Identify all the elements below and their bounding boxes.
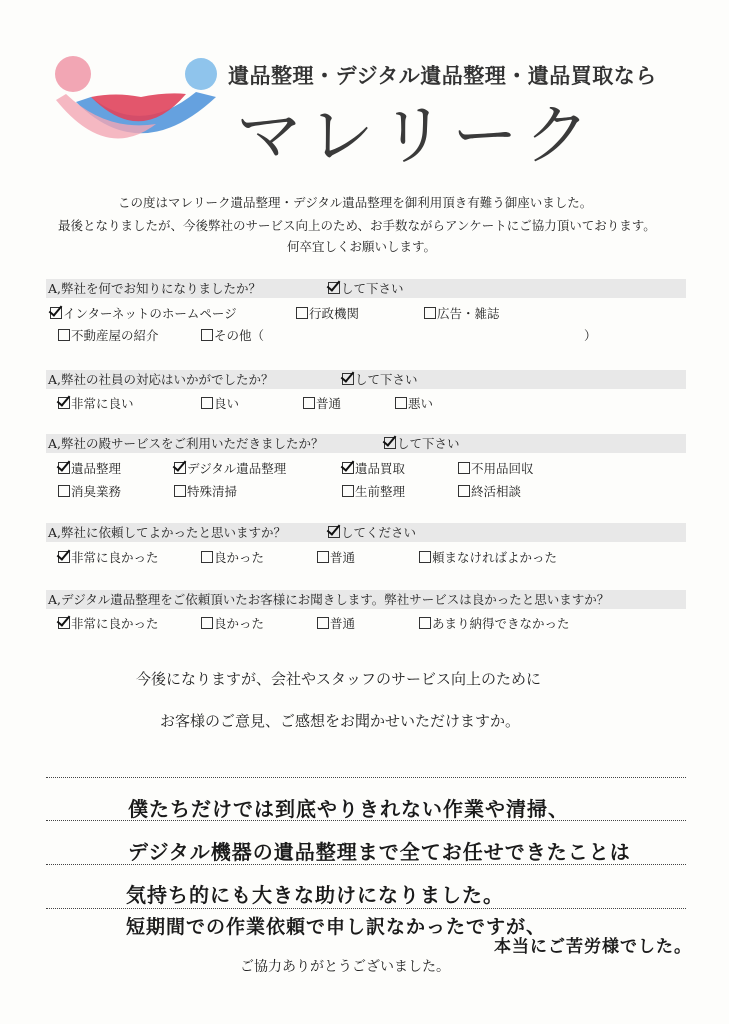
q1-option-realestate[interactable]: 不動産屋の紹介 bbox=[58, 326, 159, 344]
logo-blue-dot bbox=[185, 58, 217, 90]
comment-line-4 bbox=[46, 908, 686, 909]
q3-option-junk-removal[interactable]: 不用品回収 bbox=[458, 459, 534, 477]
closing-line-1: 今後になりますが、会社やスタッフのサービス向上のために bbox=[136, 670, 542, 688]
q1-option-other[interactable]: その他（ bbox=[201, 326, 264, 344]
question-1-header bbox=[46, 279, 686, 298]
brand-name: マレリーク bbox=[236, 97, 596, 174]
handwritten-line-3: 気持ち的にも大きな助けになりました。 bbox=[126, 883, 504, 907]
checkbox-icon[interactable] bbox=[174, 462, 186, 474]
q2-option-normal[interactable]: 普通 bbox=[303, 394, 341, 412]
question-3-text: A,弊社の殿サービスをご利用いただきましたか？ bbox=[48, 436, 324, 451]
checkbox-icon[interactable] bbox=[201, 397, 213, 409]
q1-option-advertising[interactable]: 広告・雑誌 bbox=[424, 304, 500, 322]
checkbox-icon bbox=[384, 437, 396, 449]
q5-option-good[interactable]: 良かった bbox=[201, 614, 264, 632]
checkbox-icon[interactable] bbox=[201, 329, 213, 341]
checkbox-icon[interactable] bbox=[303, 397, 315, 409]
q4-option-normal[interactable]: 普通 bbox=[317, 548, 355, 566]
checkbox-icon[interactable] bbox=[296, 307, 308, 319]
q3-option-estate-clearance[interactable]: 遺品整理 bbox=[58, 459, 121, 477]
checkbox-icon[interactable] bbox=[342, 485, 354, 497]
checkbox-icon[interactable] bbox=[317, 551, 329, 563]
q3-option-special-cleaning[interactable]: 特殊清掃 bbox=[174, 482, 237, 500]
checkbox-icon[interactable] bbox=[58, 329, 70, 341]
q2-option-very-good[interactable]: 非常に良い bbox=[58, 394, 134, 412]
intro-line-3: 何卒宜しくお願いします。 bbox=[287, 239, 437, 254]
checkbox-icon[interactable] bbox=[201, 617, 213, 629]
question-3-header bbox=[46, 434, 686, 453]
q1-option-government[interactable]: 行政機関 bbox=[296, 304, 359, 322]
q5-option-very-good[interactable]: 非常に良かった bbox=[58, 614, 159, 632]
checkbox-icon[interactable] bbox=[342, 462, 354, 474]
q5-option-normal[interactable]: 普通 bbox=[317, 614, 355, 632]
checkbox-icon[interactable] bbox=[419, 551, 431, 563]
checkbox-icon[interactable] bbox=[395, 397, 407, 409]
question-1-note: して下さい bbox=[328, 279, 404, 298]
checkbox-icon[interactable] bbox=[58, 397, 70, 409]
question-5-text: A,デジタル遺品整理をご依頼頂いたお客様にお聞きします。弊社サービスは良かったと思いますか？ bbox=[48, 592, 610, 607]
question-2-note: して下さい bbox=[342, 370, 418, 389]
q2-option-good[interactable]: 良い bbox=[201, 394, 239, 412]
checkbox-icon[interactable] bbox=[458, 485, 470, 497]
question-4-note: してください bbox=[328, 523, 416, 542]
checkbox-icon[interactable] bbox=[58, 551, 70, 563]
q1-other-close-paren: ） bbox=[584, 328, 597, 343]
question-1-text: A,弊社を何でお知りになりましたか？ bbox=[48, 281, 262, 296]
checkbox-icon[interactable] bbox=[58, 485, 70, 497]
q3-option-pre-death-organizing[interactable]: 生前整理 bbox=[342, 482, 405, 500]
checkbox-icon[interactable] bbox=[317, 617, 329, 629]
q5-option-unsatisfied[interactable]: あまり納得できなかった bbox=[419, 614, 570, 632]
checkbox-icon bbox=[342, 373, 354, 385]
q3-option-estate-purchase[interactable]: 遺品買取 bbox=[342, 459, 405, 477]
handwritten-line-2: デジタル機器の遺品整理まで全てお任せできたことは bbox=[128, 840, 631, 864]
checkbox-icon[interactable] bbox=[424, 307, 436, 319]
checkbox-icon[interactable] bbox=[458, 462, 470, 474]
intro-line-1: この度はマレリーク遺品整理・デジタル遺品整理を御利用頂き有難う御座いました。 bbox=[118, 195, 593, 210]
question-2-text: A,弊社の社員の対応はいかがでしたか？ bbox=[48, 372, 274, 387]
checkbox-icon[interactable] bbox=[201, 551, 213, 563]
q2-option-bad[interactable]: 悪い bbox=[395, 394, 433, 412]
comment-line-1 bbox=[46, 777, 686, 778]
question-4-header bbox=[46, 523, 686, 542]
closing-line-2: お客様のご意見、ご感想をお聞かせいただけますか。 bbox=[160, 712, 521, 730]
checkbox-icon[interactable] bbox=[174, 485, 186, 497]
question-3-note: して下さい bbox=[384, 434, 460, 453]
question-2-header bbox=[46, 370, 686, 389]
checkbox-icon[interactable] bbox=[58, 617, 70, 629]
q3-option-digital-estate[interactable]: デジタル遺品整理 bbox=[174, 459, 286, 477]
question-5-header bbox=[46, 590, 686, 609]
q3-option-deodorizing[interactable]: 消臭業務 bbox=[58, 482, 121, 500]
handwritten-line-1: 僕たちだけでは到底やりきれない作業や清掃、 bbox=[128, 797, 569, 821]
checkbox-icon bbox=[328, 526, 340, 538]
question-4-text: A,弊社に依頼してよかったと思いますか？ bbox=[48, 525, 287, 540]
q4-option-very-good[interactable]: 非常に良かった bbox=[58, 548, 159, 566]
checkbox-icon[interactable] bbox=[419, 617, 431, 629]
q1-option-internet[interactable]: インターネットのホームページ bbox=[50, 304, 237, 322]
checkbox-icon[interactable] bbox=[50, 307, 62, 319]
logo-pink-dot bbox=[55, 56, 91, 92]
handwritten-line-5: 本当にご苦労様でした。 bbox=[494, 937, 692, 957]
checkbox-icon bbox=[328, 282, 340, 294]
q4-option-good[interactable]: 良かった bbox=[201, 548, 264, 566]
checkbox-icon[interactable] bbox=[58, 462, 70, 474]
tagline: 遺品整理・デジタル遺品整理・遺品買取なら bbox=[228, 64, 657, 88]
handwritten-line-4: 短期間での作業依頼で申し訳なかったですが、 bbox=[126, 916, 547, 938]
q3-option-end-of-life-consult[interactable]: 終活相談 bbox=[458, 482, 521, 500]
intro-line-2: 最後となりましたが、今後弊社のサービス向上のため、お手数ながらアンケートにご協力頂いております。 bbox=[58, 218, 656, 233]
q4-option-regret[interactable]: 頼まなければよかった bbox=[419, 548, 557, 566]
thanks-text: ご協力ありがとうございました。 bbox=[240, 959, 450, 975]
logo-mark bbox=[46, 52, 226, 152]
